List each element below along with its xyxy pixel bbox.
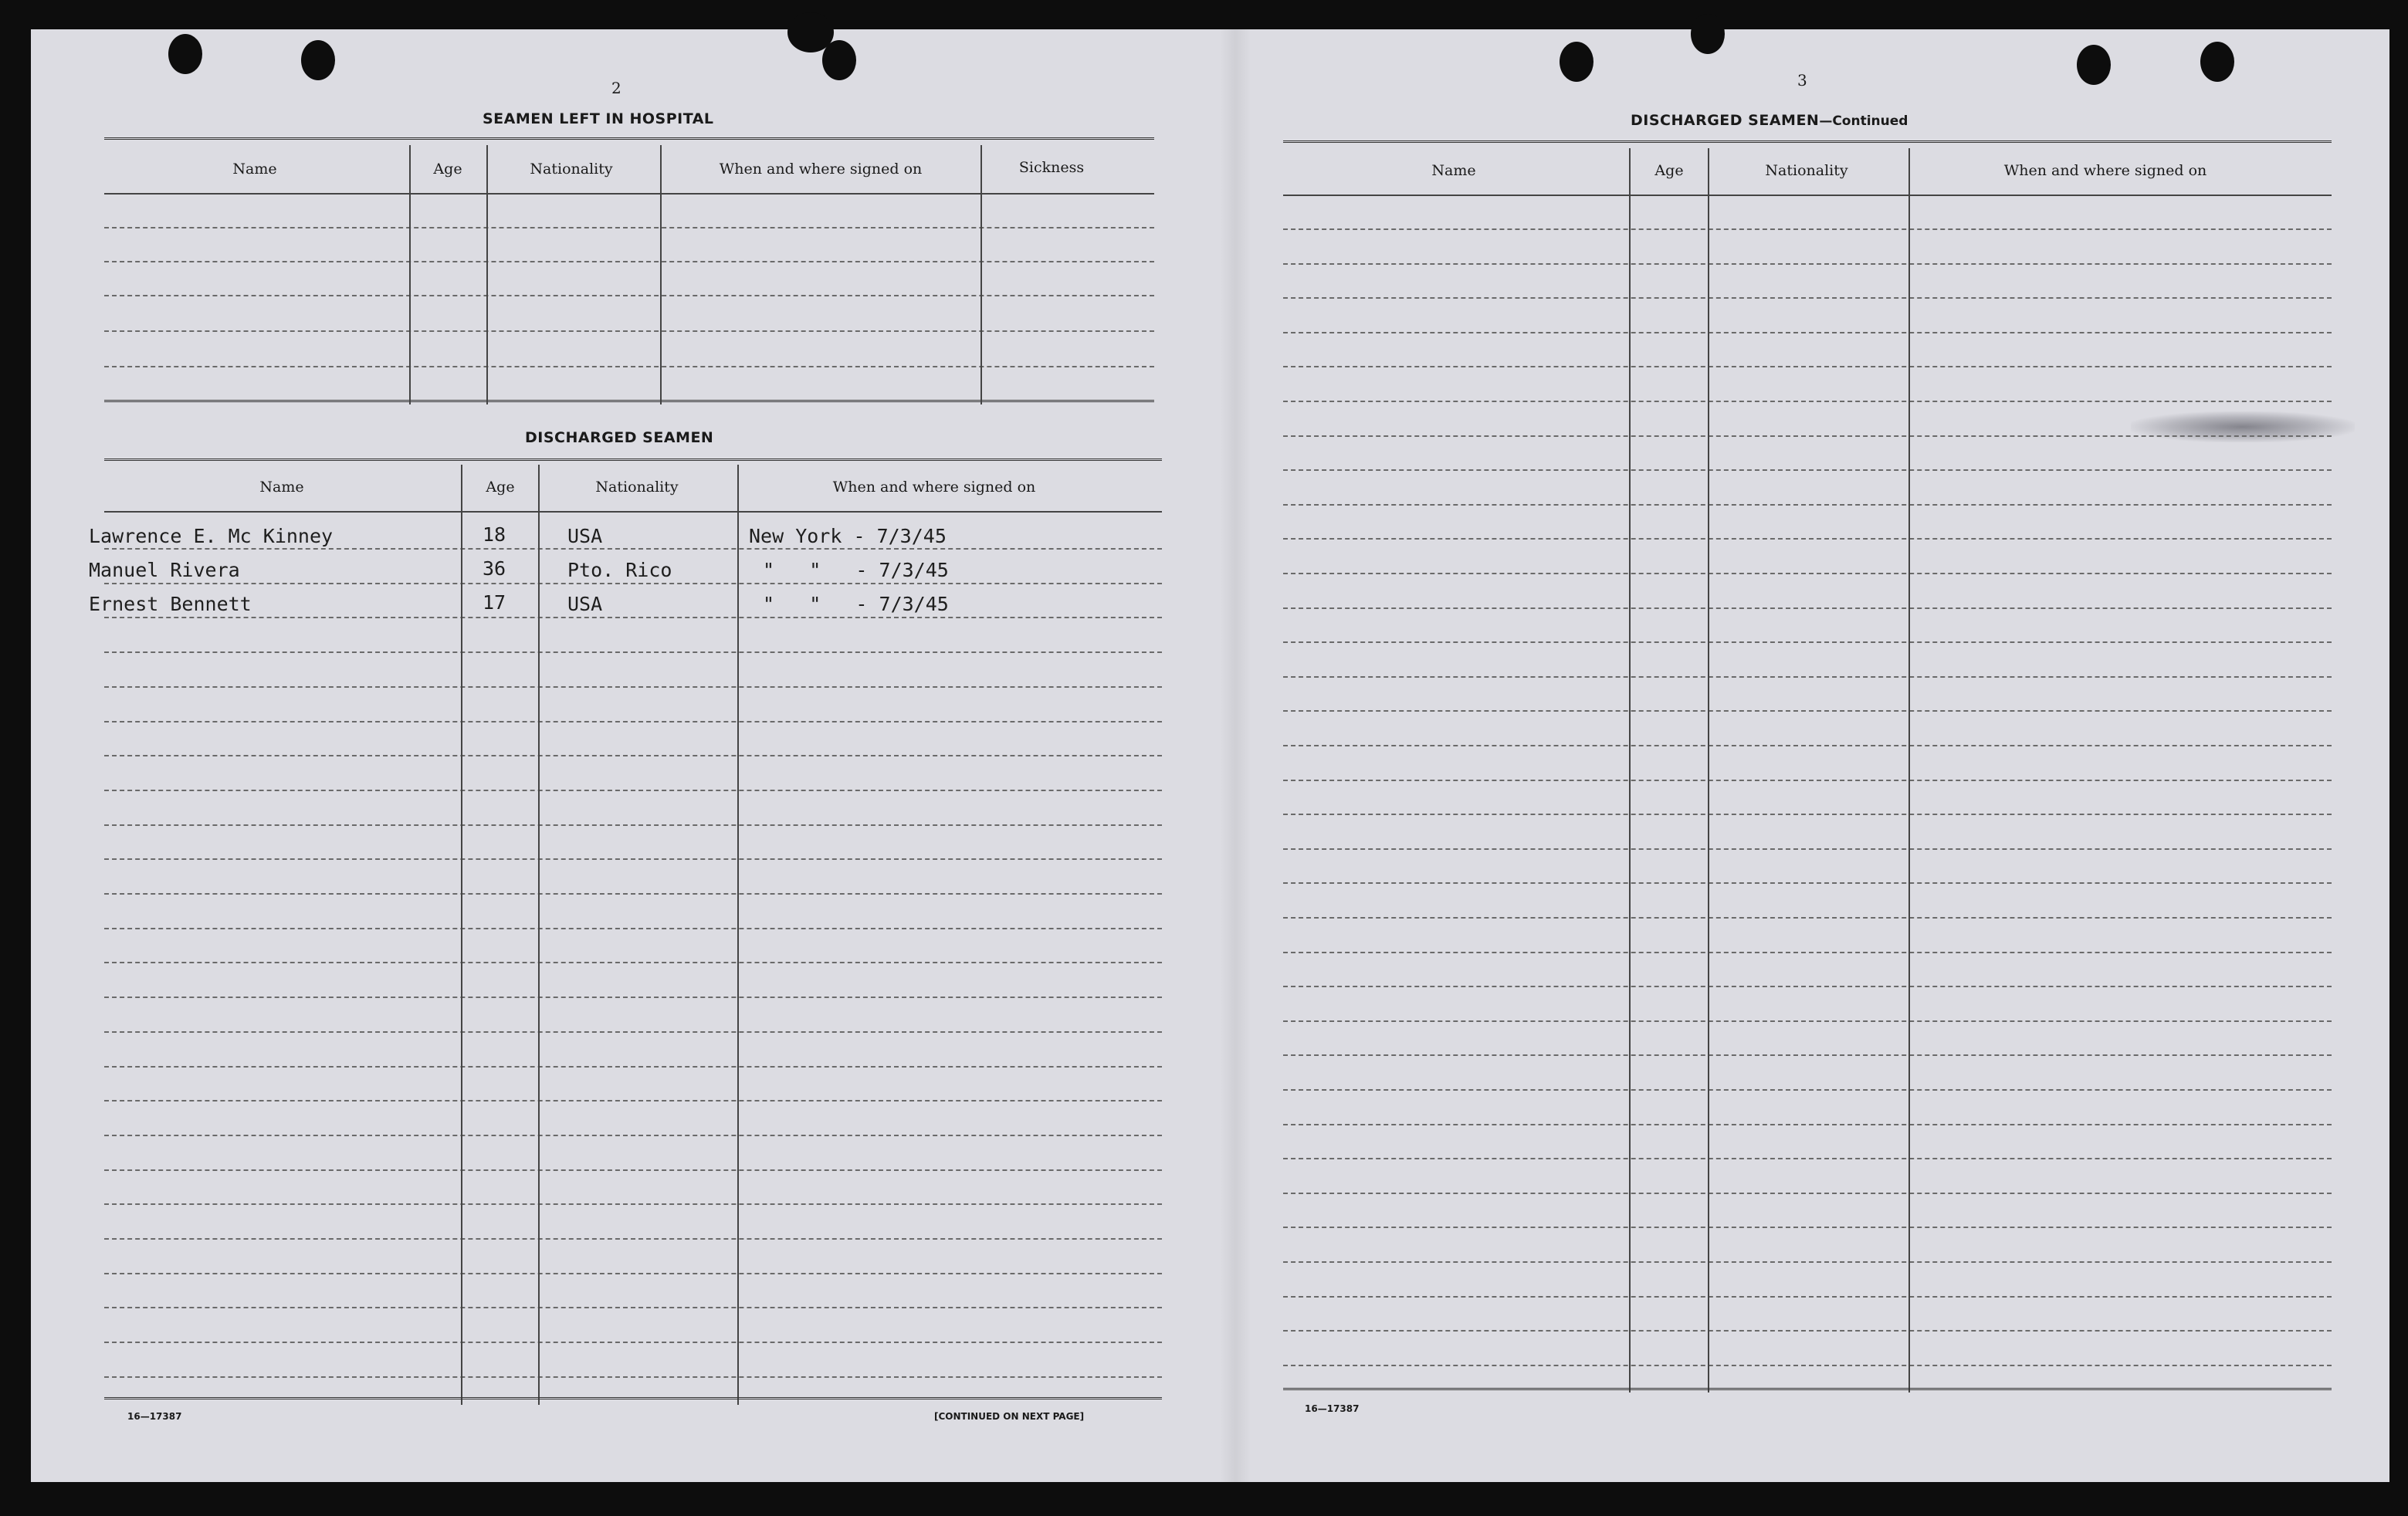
row-line [1283,297,2332,299]
row-line [104,755,1162,756]
row-line [104,548,1162,550]
row-line [1283,745,2332,746]
seaman-signed-on: " " - 7/3/45 [763,559,949,581]
row-line [1283,641,2332,643]
row-line [104,1203,1162,1205]
row-line [104,583,1162,584]
hospital-header-rule [104,193,1154,195]
hospital-table-bottom-rule [104,400,1154,406]
punch-hole [2077,45,2111,85]
row-line [104,1376,1162,1378]
seaman-age: 17 [483,591,506,614]
continued-note: [CONTINUED ON NEXT PAGE] [934,1411,1085,1422]
hospital-col-nationality: Nationality [530,161,613,178]
row-line [1283,1330,2332,1332]
row-line [1283,504,2332,506]
seaman-age: 36 [483,557,506,580]
ink-smudge [2131,411,2355,442]
row-line [1283,435,2332,437]
punch-hole [1560,42,1593,82]
discharged-col-divider [737,465,739,1405]
row-line [104,651,1162,653]
hospital-col-signed-on: When and where signed on [719,161,923,178]
discharged-col-divider [538,465,540,1405]
row-line [104,858,1162,860]
discharged-col-nationality: Nationality [595,479,679,496]
row-line [1283,1054,2332,1056]
right-col-divider [1629,148,1631,1392]
row-line [104,1135,1162,1136]
row-line [1283,882,2332,884]
right-col-name: Name [1431,162,1476,179]
row-line [1283,573,2332,574]
hospital-row-line [104,295,1154,296]
row-line [104,893,1162,895]
hospital-col-name: Name [232,161,277,178]
discharged-col-name: Name [259,479,304,496]
punch-hole [301,40,335,80]
row-line [104,1169,1162,1171]
row-line [104,617,1162,618]
row-line [104,1100,1162,1101]
title-main: DISCHARGED SEAMEN [1631,112,1820,129]
discharged-col-divider [461,465,462,1405]
row-line [1283,780,2332,781]
row-line [1283,814,2332,815]
row-line [1283,263,2332,265]
page-number: 2 [611,79,621,97]
row-line [1283,1089,2332,1091]
discharged-continued-title [1631,112,1908,129]
row-line [1283,228,2332,230]
hospital-section-title: SEAMEN LEFT IN HOSPITAL [483,110,714,127]
row-line [1283,401,2332,402]
right-header-rule [1283,195,2332,196]
row-line [1283,986,2332,987]
row-line [104,962,1162,963]
row-line [1283,332,2332,333]
hospital-col-age: Age [433,161,462,178]
discharged-table-bottom-rule [104,1397,1162,1403]
hospital-col-divider [486,145,488,404]
hospital-col-sickness: Sickness [1018,159,1085,176]
right-col-divider [1908,148,1910,1392]
row-line [1283,366,2332,367]
row-line [1283,1227,2332,1228]
row-line [1283,469,2332,471]
hospital-col-divider [409,145,411,404]
right-col-nationality: Nationality [1765,162,1848,179]
hospital-col-divider [660,145,662,404]
row-line [1283,1020,2332,1022]
seaman-nationality: USA [567,593,603,615]
seaman-signed-on: " " - 7/3/45 [763,593,949,615]
document-sheet [31,29,2389,1482]
discharged-section-title: DISCHARGED SEAMEN [525,429,714,446]
row-line [104,997,1162,998]
row-line [1283,1193,2332,1194]
seaman-age: 18 [483,523,506,546]
punch-hole [168,34,202,74]
row-line [1283,1365,2332,1366]
page-number: 3 [1797,71,1807,90]
discharged-col-signed-on: When and where signed on [832,479,1036,496]
right-col-divider [1708,148,1709,1392]
discharged-header-rule [104,511,1162,513]
row-line [1283,1124,2332,1125]
row-line [1283,1158,2332,1159]
right-col-signed-on: When and where signed on [2003,162,2207,179]
row-line [104,1031,1162,1033]
seaman-nationality: USA [567,525,603,547]
row-line [104,686,1162,688]
hospital-col-divider [980,145,982,404]
title-suffix: —Continued [1819,113,1908,129]
row-line [104,824,1162,826]
page-fold [1220,29,1251,1482]
hospital-row-line [104,227,1154,228]
seaman-nationality: Pto. Rico [567,559,672,581]
row-line [104,928,1162,929]
seaman-name: Ernest Bennett [89,593,252,615]
row-line [1283,1296,2332,1298]
seaman-signed-on: New York - 7/3/45 [749,525,947,547]
punch-hole [2200,42,2234,82]
row-line [104,790,1162,791]
hospital-row-line [104,330,1154,332]
form-number: 16—17387 [1305,1403,1360,1414]
row-line [1283,607,2332,609]
seaman-name: Manuel Rivera [89,559,240,581]
row-line [1283,1261,2332,1263]
row-line [1283,917,2332,919]
row-line [104,721,1162,722]
discharged-col-age: Age [486,479,515,496]
hospital-row-line [104,366,1154,367]
seaman-name: Lawrence E. Mc Kinney [89,525,334,547]
row-line [1283,676,2332,678]
form-number: 16—17387 [127,1411,182,1422]
row-line [104,1273,1162,1274]
discharged-table-top-rule [104,459,1162,465]
punch-hole [1691,14,1725,54]
right-table-bottom-rule [1283,1388,2332,1394]
hospital-table-top-rule [104,137,1154,144]
hospital-row-line [104,261,1154,262]
row-line [104,1342,1162,1343]
right-table-top-rule [1283,140,2332,147]
row-line [1283,848,2332,850]
row-line [104,1238,1162,1240]
right-col-age: Age [1654,162,1684,179]
punch-hole [787,12,834,52]
row-line [1283,952,2332,953]
row-line [104,1066,1162,1068]
row-line [1283,538,2332,540]
row-line [104,1307,1162,1308]
row-line [1283,710,2332,712]
